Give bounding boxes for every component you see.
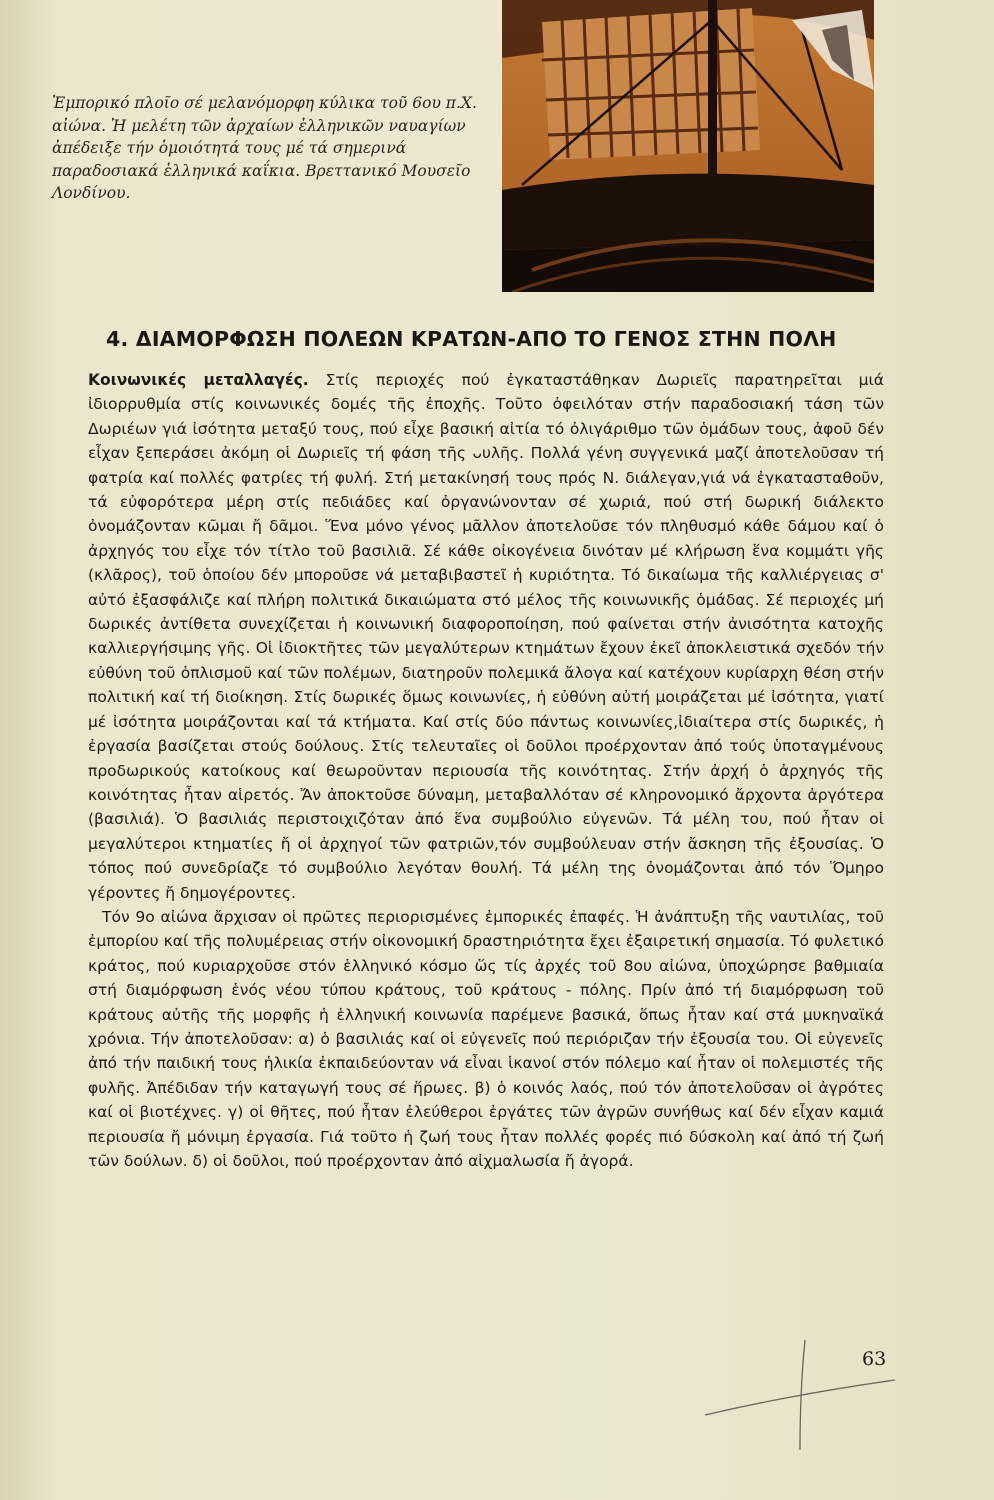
body-text xyxy=(88,368,884,1173)
paragraph-text: Στίς περιοχές πού ἐγκαταστάθηκαν Δωριεῖς παρατηρεῖται μιά ἰδιορρυθμία στίς κοινωνικές δομές τῆς ἐποχῆς. Τοῦτο ὀφειλόταν στήν παραδοσιακή τάση τῶν Δωριέων γιά ἰσότητα μεταξύ τους, πού εἶχε βασική αἰτία τό ὀλιγάριθμο τῶν ὁμάδων τους, ἀφοῦ δέν εἶχαν ξεπεράσει ἀκόμη οἱ Δωριεῖς τή φάση τῆς ᴗυλῆς. Πολλά γένη συγγενικά μαζί ἀποτελοῦσαν τή φατρία καί πολλές φατρίες τή φυλή. Στή μετακίνησή τους πρός Ν. διάλεγαν,γιά νά ἐγκατασταθοῦν, τά εὐφορότερα μέρη στίς πεδιάδες καί ὀργανώνονταν σέ χωριά, πού στή δωρική διάλεκτο ὀνομάζονταν κῶμαι ἤ δᾶμοι. Ἕνα μόνο γένος μᾶλλον ἀποτελοῦσε τόν πληθυσμό κάθε δάμου καί ὁ ἀρχηγός του εἶχε τόν τίτλο τοῦ βασιλιᾶ. Σέ κάθε οἰκογένεια δινόταν μέ κλήρωση ἕνα κομμάτι γῆς (κλᾶρος), τοῦ ὁποίου δέν μποροῦσε νά μεταβιβαστεῖ ἡ κυριότητα. Τό δικαίωμα τῆς καλλιέργειας σ' αὐτό ἐξασφάλιζε καί πλήρη πολιτικά δικαιώματα στό μέλος τῆς κοινωνικῆς ὁμάδας. Σέ περιοχές μή δωρικές ἀντίθετα συνεχίζεται ἡ κοινωνική διαφοροποίηση, πού φαίνεται στήν ἀνισότητα κατοχῆς καλλιεργήσιμης γῆς. Οἱ ἰδιοκτῆτες τῶν μεγαλύτερων κτημάτων ἔχουν ἐκεῖ ἀποκλειστικά σχεδόν τήν εὐθύνη τοῦ ὁπλισμοῦ καί τῶν πολέμων, διατηροῦν πολεμικά ἄλογα καί κατέχουν κυρίαρχη θέση στήν πολιτική καί τή διοίκηση. Στίς δωρικές ὅμως κοινωνίες, ἡ εὐθύνη αὐτή μοιράζεται μέ ἰσότητα, γιατί μέ ἰσότητα μοιράζονται καί τά κτήματα. Καί στίς δύο πάντως κοινωνίες,ἰδιαίτερα στίς δωρικές, ἡ ἐργασία βασίζεται στούς δούλους. Στίς τελευταῖες οἱ δοῦλοι προέρχονταν ἀπό τούς ὑποταγμένους προδωρικούς κατοίκους καί θεωροῦνταν περιουσία τῆς κοινότητας. Στήν ἀρχή ὁ ἀρχηγός τῆς κοινότητας ἦταν αἱρετός. Ἄν ἀποκτοῦσε δύναμη, μεταβαλλόταν σέ κληρονομικό ἄρχοντα ἀργότερα (βασιλιά). Ὁ βασιλιάς περιστοιχιζόταν ἀπό ἕνα συμβούλιο εὐγενῶν. Τά μέλη του, πού ἦταν οἱ μεγαλύτεροι κτηματίες ἤ οἱ ἀρχηγοί τῶν φατριῶν,τόν συμβούλευαν στήν ἄσκηση τῆς ἐξουσίας. Ὁ τόπος πού συνεδρίαζε τό συμβούλιο λεγόταν θουλή. Τά μέλη της ὀνομάζονται ἀπό τόν Ὅμηρο γέροντες ἤ δημογέροντες. xyxy=(88,371,884,902)
paragraph-ninth-century: Τόν 9ο αἰώνα ἄρχισαν οἱ πρῶτες περιορισμένες ἐμπορικές ἐπαφές. Ἡ ἀνάπτυξη τῆς ναυτιλίας, τοῦ ἐμπορίου καί τῆς πολυμέρειας στήν οἰκονομική δραστηριότητα ἔχει ἐξαιρετική σημασία. Τό φυλετικό κράτος, πού κυριαρχοῦσε στόν ἑλληνικό κόσμο ὥς τίς ἀρχές τοῦ 8ου αἰώνα, ὑποχώρησε βαθμιαία στή διαμόρφωση ἑνός νέου τύπου κράτους, τοῦ κράτους - πόλης. Πρίν ἀπό τή διαμόρφωση τοῦ κράτους αὐτῆς τῆς μορφῆς ἡ ἑλληνική κοινωνία παρέμενε βασικά, ὅπως ἦταν καί στά μυκηναϊκά χρόνια. Τήν ἀποτελοῦσαν: α) ὁ βασιλιάς καί οἱ εὐγενεῖς πού περιόριζαν τήν ἐξουσία του. Οἱ εὐγενεῖς ἀπό τήν παιδική τους ἡλικία ἐκπαιδεύονταν νά εἶναι ἱκανοί στόν πόλεμο καί ἦταν οἱ πολεμιστές τῆς φυλῆς. Ἀπέδιδαν τήν καταγωγή τους σέ ἥρωες. β) ὁ κοινός λαός, πού τόν ἀποτελοῦσαν οἱ ἀγρότες καί οἱ βιοτέχνες. γ) οἱ θῆτες, πού ἦταν ἐλεύθεροι ἐργάτες τῶν ἀγρῶν συνήθως καί δέν εἶχαν καμιά περιουσία ἤ μόνιμη ἐργασία. Γιά τοῦτο ἡ ζωή τους ἦταν πολλές φορές πιό δύσκολη καί ἀπό τή ζωή τῶν δούλων. δ) οἱ δοῦλοι, πού προέρχονταν ἀπό αἰχμαλωσία ἤ ἀγορά. xyxy=(88,907,884,1170)
pencil-cross-mark xyxy=(700,1330,900,1460)
figure-caption: Ἐμπορικό πλοῖο σέ μελανόμορφη κύλικα τοῦ 6ου π.Χ. αἰώνα. Ἡ μελέτη τῶν ἀρχαίων ἑλληνικῶν ναυαγίων ἀπέδειξε τήν ὁμοιότητά τους μέ τά σημερινά παραδοσιακά ἑλληνικά καΐκια. Βρεττανικό Μουσεῖο Λονδίνου. xyxy=(52,94,477,202)
page-number: 63 xyxy=(862,1348,887,1370)
paragraph-social-changes xyxy=(88,368,884,905)
section-heading: 4. ΔΙΑΜΟΡΦΩΣΗ ΠΟΛΕΩΝ ΚΡΑΤΩΝ-ΑΠΟ ΤΟ ΓΕΝΟΣ ΣΤΗΝ ΠΟΛΗ xyxy=(106,327,837,351)
ship-kylix-image xyxy=(502,0,874,292)
paragraph-lead: Κοινωνικές μεταλλαγές. xyxy=(88,371,309,389)
black-figure-kylix-merchant-ship-image xyxy=(502,0,874,292)
